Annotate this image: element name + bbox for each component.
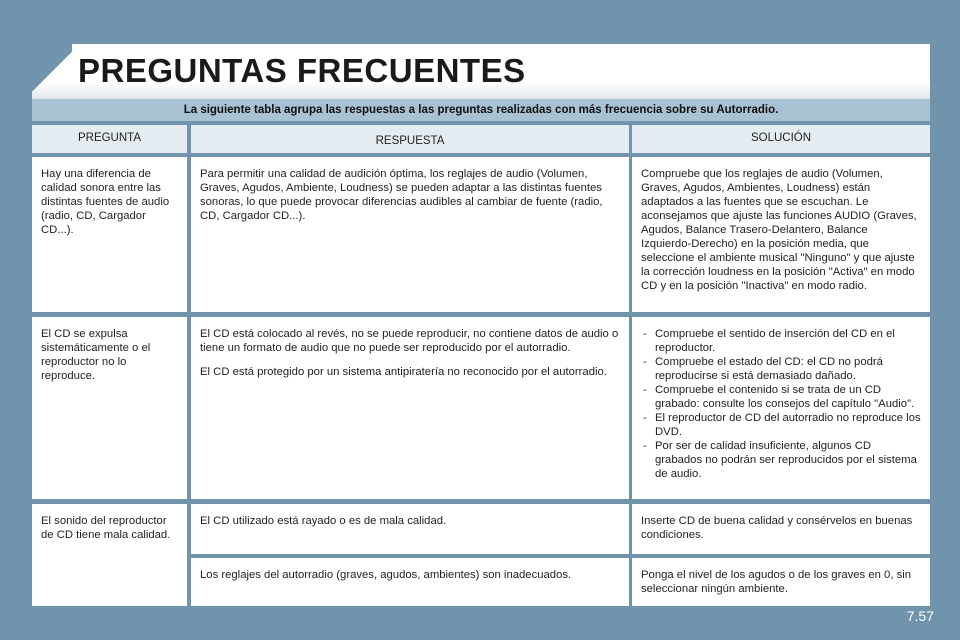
row3b-answer (191, 558, 629, 606)
page-subtitle: La siguiente tabla agrupa las respuestas a las preguntas realizadas con más frecuencia sobre su Autorradio. (183, 104, 779, 116)
row2-solution-list (641, 327, 921, 481)
header-solution-label: SOLUCIÓN (750, 132, 812, 144)
subtitle-band (32, 99, 930, 121)
row3a-solution (632, 504, 930, 554)
row2-answer-text-2: El CD está protegido por un sistema antipiratería no reconocido por el autorradio. (200, 366, 607, 378)
row1-question-text: Hay una diferencia de calidad sonora entre las distintas fuentes de audio (radio, CD, Cargador CD...). (41, 168, 170, 236)
list-item: - El reproductor de CD del autorradio no reproduce los DVD. (641, 411, 921, 439)
header-solution (632, 125, 930, 153)
row3b-solution-text: Ponga el nivel de los agudos o de los graves en 0, sin seleccionar ningún ambiente. (641, 569, 912, 595)
row2-question-text: El CD se expulsa sistemáticamente o el reproductor no lo reproduce. (41, 328, 151, 382)
row2-answer (191, 317, 629, 499)
row1-question (32, 157, 187, 312)
row1-answer-text: Para permitir una calidad de audición óptima, los reglajes de audio (Volumen, Graves, Agudos, Ambiente, Loudness) se pueden adaptar a las distintas fuentes sonoras, lo que puede provocar diferencias audibles al cambiar de fuente (radio, CD, Cargador CD...). (200, 168, 603, 222)
row1-solution-text: Compruebe que los reglajes de audio (Volumen, Graves, Agudos, Ambientes, Loudness) están adaptados a las fuentes que se escuchan. Le aconsejamos que ajuste las funciones AUDIO (Graves, Agudos, Balance Trasero-Delantero, Balance Izquierdo-Derecho) en la posición media, que seleccione el ambiente musical "Ninguno" y que ajuste la corrección loudness en la posición "Activa" en modo CD y en la posición "Inactiva" en modo radio. (641, 168, 917, 292)
list-item: - Compruebe el sentido de inserción del CD en el reproductor. (641, 327, 921, 355)
header-question (32, 125, 187, 153)
row1-solution (632, 157, 930, 312)
row2-question (32, 317, 187, 499)
row3a-answer (191, 504, 629, 554)
page-title: PREGUNTAS FRECUENTES (78, 52, 526, 89)
row3-question (32, 504, 187, 606)
row1-answer (191, 157, 629, 312)
row3b-solution (632, 558, 930, 606)
list-item: - Compruebe el estado del CD: el CD no podrá reproducirse si está demasiado dañado. (641, 355, 921, 383)
row2-solution (632, 317, 930, 499)
row3a-answer-text: El CD utilizado está rayado o es de mala calidad. (200, 515, 447, 527)
row3-question-text: El sonido del reproductor de CD tiene mala calidad. (41, 515, 171, 541)
row3b-answer-text: Los reglajes del autorradio (graves, agudos, ambientes) son inadecuados. (200, 569, 572, 581)
row3a-solution-text: Inserte CD de buena calidad y consérvelos en buenas condiciones. (641, 515, 913, 541)
page-number: 7.57 (906, 608, 934, 624)
list-item: - Compruebe el contenido si se trata de un CD grabado: consulte los consejos del capítulo "Audio". (641, 383, 921, 411)
header-answer (191, 125, 629, 153)
list-item: - Por ser de calidad insuficiente, algunos CD grabados no podrán ser reproducidos por el sistema de audio. (641, 439, 921, 481)
header-question-label: PREGUNTA (77, 132, 142, 144)
row2-answer-text-1: El CD está colocado al revés, no se puede reproducir, no contiene datos de audio o tiene un formato de audio que no puede ser reproducido por el autorradio. (200, 328, 619, 354)
header-answer-label: RESPUESTA (375, 135, 445, 147)
